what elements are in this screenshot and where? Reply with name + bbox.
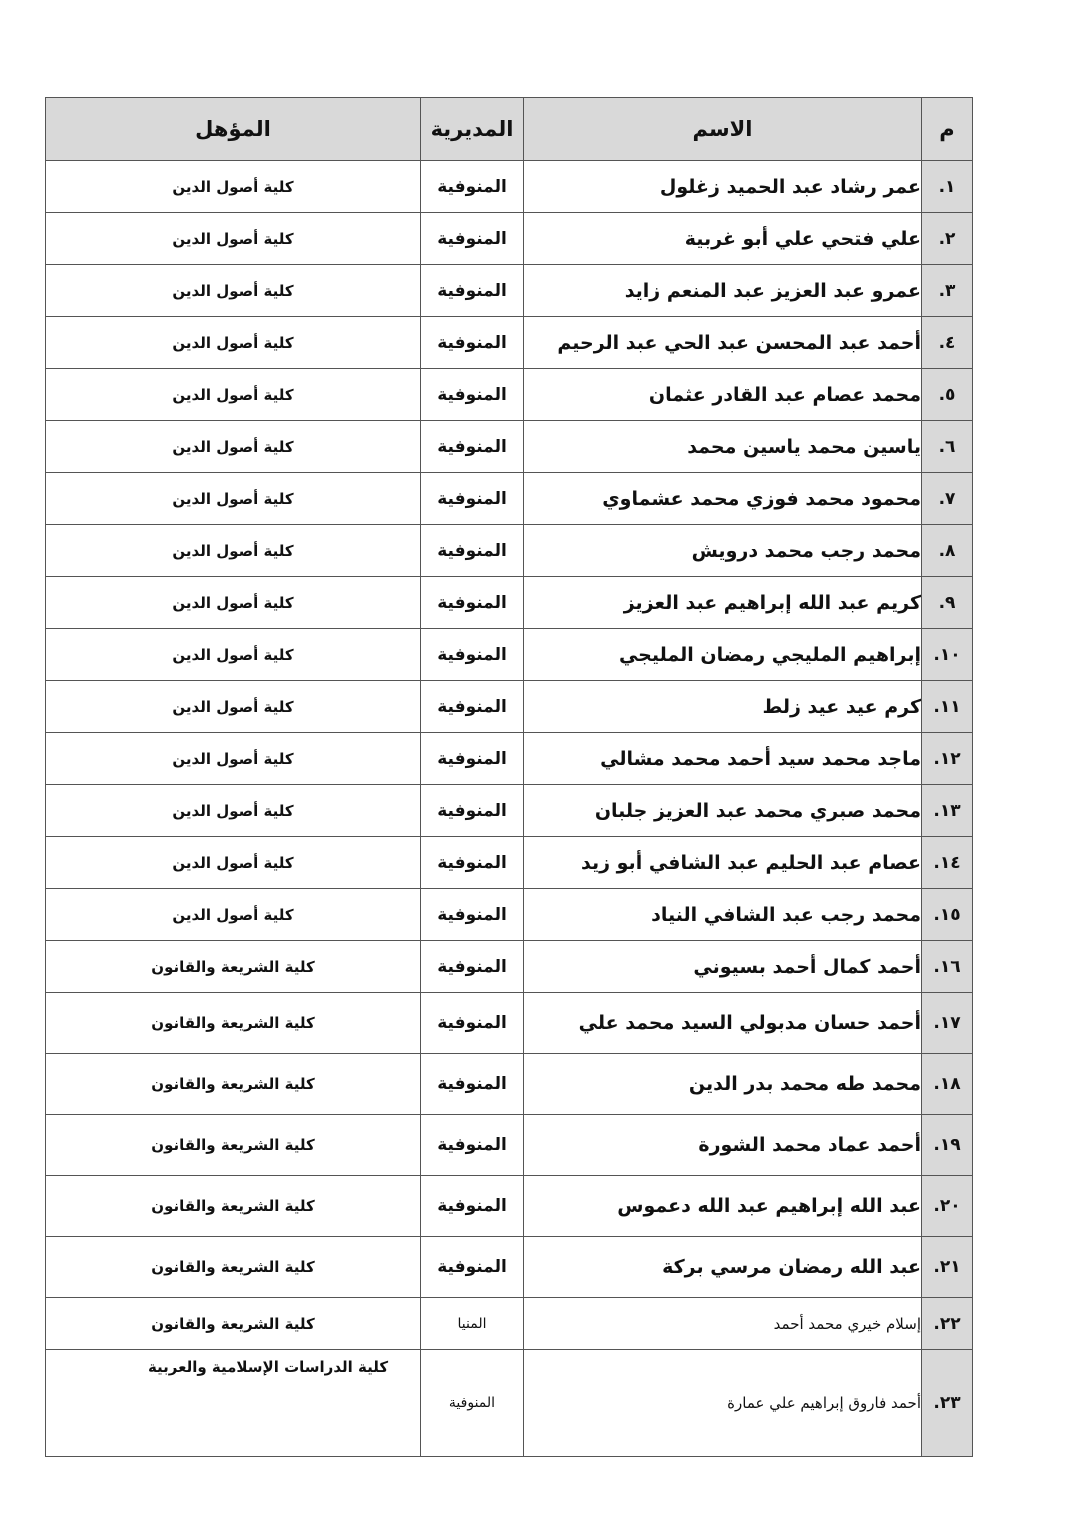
table-row (46, 577, 973, 629)
row-name: عبد الله إبراهيم عبد الله دعموس (524, 1176, 922, 1237)
row-qualification: كلية أصول الدين (46, 837, 421, 889)
table-row (46, 941, 973, 993)
table-row (46, 837, 973, 889)
row-directorate: المنوفية (421, 525, 524, 577)
row-number: ٨. (922, 525, 973, 577)
row-name: محمد رجب عبد الشافي النياد (524, 889, 922, 941)
table-row (46, 1298, 973, 1350)
row-qualification: كلية الشريعة والقانون (46, 1115, 421, 1176)
table-row (46, 681, 973, 733)
row-name: عمرو عبد العزيز عبد المنعم زايد (524, 265, 922, 317)
row-qualification: كلية الشريعة والقانون (46, 1054, 421, 1115)
table-row (46, 369, 973, 421)
row-qualification: كلية أصول الدين (46, 317, 421, 369)
row-number: ٢١. (922, 1237, 973, 1298)
table-row (46, 1115, 973, 1176)
row-directorate: المنوفية (421, 265, 524, 317)
row-number: ١٥. (922, 889, 973, 941)
table-row (46, 733, 973, 785)
table-row (46, 421, 973, 473)
row-name: كرم عيد عيد زلط (524, 681, 922, 733)
candidates-table (45, 97, 973, 1457)
row-qualification: كلية الشريعة والقانون (46, 1237, 421, 1298)
row-directorate: المنوفية (421, 421, 524, 473)
header-number: م (922, 98, 973, 161)
header-qualification: المؤهل (46, 98, 421, 161)
row-number: ١٦. (922, 941, 973, 993)
row-name: أحمد حسان مدبولي السيد محمد علي (524, 993, 922, 1054)
row-name: محمد عصام عبد القادر عثمان (524, 369, 922, 421)
row-name: كريم عبد الله إبراهيم عبد العزيز (524, 577, 922, 629)
row-number: ١٠. (922, 629, 973, 681)
table-row (46, 525, 973, 577)
row-name: ماجد محمد سيد أحمد محمد مشالي (524, 733, 922, 785)
row-directorate: المنيا (421, 1298, 524, 1350)
row-number: ١٢. (922, 733, 973, 785)
row-name: أحمد فاروق إبراهيم علي عمارة (524, 1350, 922, 1457)
row-directorate: المنوفية (421, 629, 524, 681)
table-row (46, 1350, 973, 1457)
table-row (46, 785, 973, 837)
header-directorate: المديرية (421, 98, 524, 161)
row-qualification: كلية أصول الدين (46, 213, 421, 265)
row-directorate: المنوفية (421, 837, 524, 889)
table-row (46, 889, 973, 941)
row-directorate: المنوفية (421, 785, 524, 837)
row-number: ١٣. (922, 785, 973, 837)
row-qualification: كلية أصول الدين (46, 733, 421, 785)
row-directorate: المنوفية (421, 369, 524, 421)
row-name: علي فتحي علي أبو غربية (524, 213, 922, 265)
table-row (46, 473, 973, 525)
row-number: ١٩. (922, 1115, 973, 1176)
row-directorate: المنوفية (421, 577, 524, 629)
row-directorate: المنوفية (421, 889, 524, 941)
row-name: عصام عبد الحليم عبد الشافي أبو زيد (524, 837, 922, 889)
table-row (46, 1237, 973, 1298)
row-directorate: المنوفية (421, 1176, 524, 1237)
row-number: ٢٠. (922, 1176, 973, 1237)
row-name: أحمد عماد محمد الشورة (524, 1115, 922, 1176)
row-qualification: كلية الدراسات الإسلامية والعربية (46, 1350, 421, 1457)
row-number: ٥. (922, 369, 973, 421)
row-qualification: كلية أصول الدين (46, 785, 421, 837)
row-name: محمود محمد فوزي محمد عشماوي (524, 473, 922, 525)
row-directorate: المنوفية (421, 213, 524, 265)
table-row (46, 629, 973, 681)
header-name: الاسم (524, 98, 922, 161)
row-qualification: كلية أصول الدين (46, 629, 421, 681)
table-row (46, 265, 973, 317)
row-number: ٩. (922, 577, 973, 629)
row-qualification: كلية أصول الدين (46, 525, 421, 577)
row-name: عمر رشاد عبد الحميد زغلول (524, 161, 922, 213)
row-name: عبد الله رمضان مرسي بركة (524, 1237, 922, 1298)
row-number: ١٧. (922, 993, 973, 1054)
row-number: ٤. (922, 317, 973, 369)
row-number: ٢. (922, 213, 973, 265)
row-directorate: المنوفية (421, 681, 524, 733)
row-number: ٦. (922, 421, 973, 473)
row-qualification: كلية أصول الدين (46, 889, 421, 941)
row-qualification: كلية أصول الدين (46, 161, 421, 213)
row-name: محمد طه محمد بدر الدين (524, 1054, 922, 1115)
table-row (46, 317, 973, 369)
row-number: ٢٢. (922, 1298, 973, 1350)
row-directorate: المنوفية (421, 1237, 524, 1298)
row-directorate: المنوفية (421, 473, 524, 525)
row-number: ١١. (922, 681, 973, 733)
row-name: أحمد عبد المحسن عبد الحي عبد الرحيم (524, 317, 922, 369)
row-number: ١٤. (922, 837, 973, 889)
row-name: ياسين محمد ياسين محمد (524, 421, 922, 473)
row-name: أحمد كمال أحمد بسيوني (524, 941, 922, 993)
row-directorate: المنوفية (421, 733, 524, 785)
row-qualification: كلية أصول الدين (46, 473, 421, 525)
row-directorate: المنوفية (421, 993, 524, 1054)
header-row (46, 98, 973, 161)
row-qualification: كلية الشريعة والقانون (46, 993, 421, 1054)
row-name: إبراهيم المليجي رمضان المليجي (524, 629, 922, 681)
row-qualification: كلية الشريعة والقانون (46, 941, 421, 993)
row-name: محمد رجب محمد درويش (524, 525, 922, 577)
row-qualification: كلية الشريعة والقانون (46, 1176, 421, 1237)
row-directorate: المنوفية (421, 317, 524, 369)
row-qualification: كلية أصول الدين (46, 681, 421, 733)
row-directorate: المنوفية (421, 1054, 524, 1115)
row-qualification: كلية الشريعة والقانون (46, 1298, 421, 1350)
table-row (46, 161, 973, 213)
row-qualification: كلية أصول الدين (46, 265, 421, 317)
row-qualification: كلية أصول الدين (46, 577, 421, 629)
row-qualification: كلية أصول الدين (46, 421, 421, 473)
row-name: إسلام خيري محمد أحمد (524, 1298, 922, 1350)
row-number: ٣. (922, 265, 973, 317)
row-qualification: كلية أصول الدين (46, 369, 421, 421)
table-row (46, 213, 973, 265)
table-row (46, 1176, 973, 1237)
row-directorate: المنوفية (421, 161, 524, 213)
table-row (46, 993, 973, 1054)
row-directorate: المنوفية (421, 1115, 524, 1176)
row-directorate: المنوفية (421, 1350, 524, 1457)
row-number: ٧. (922, 473, 973, 525)
row-name: محمد صبري محمد عبد العزيز جلبان (524, 785, 922, 837)
table-row (46, 1054, 973, 1115)
row-number: ٢٣. (922, 1350, 973, 1457)
row-number: ١٨. (922, 1054, 973, 1115)
row-directorate: المنوفية (421, 941, 524, 993)
row-number: ١. (922, 161, 973, 213)
